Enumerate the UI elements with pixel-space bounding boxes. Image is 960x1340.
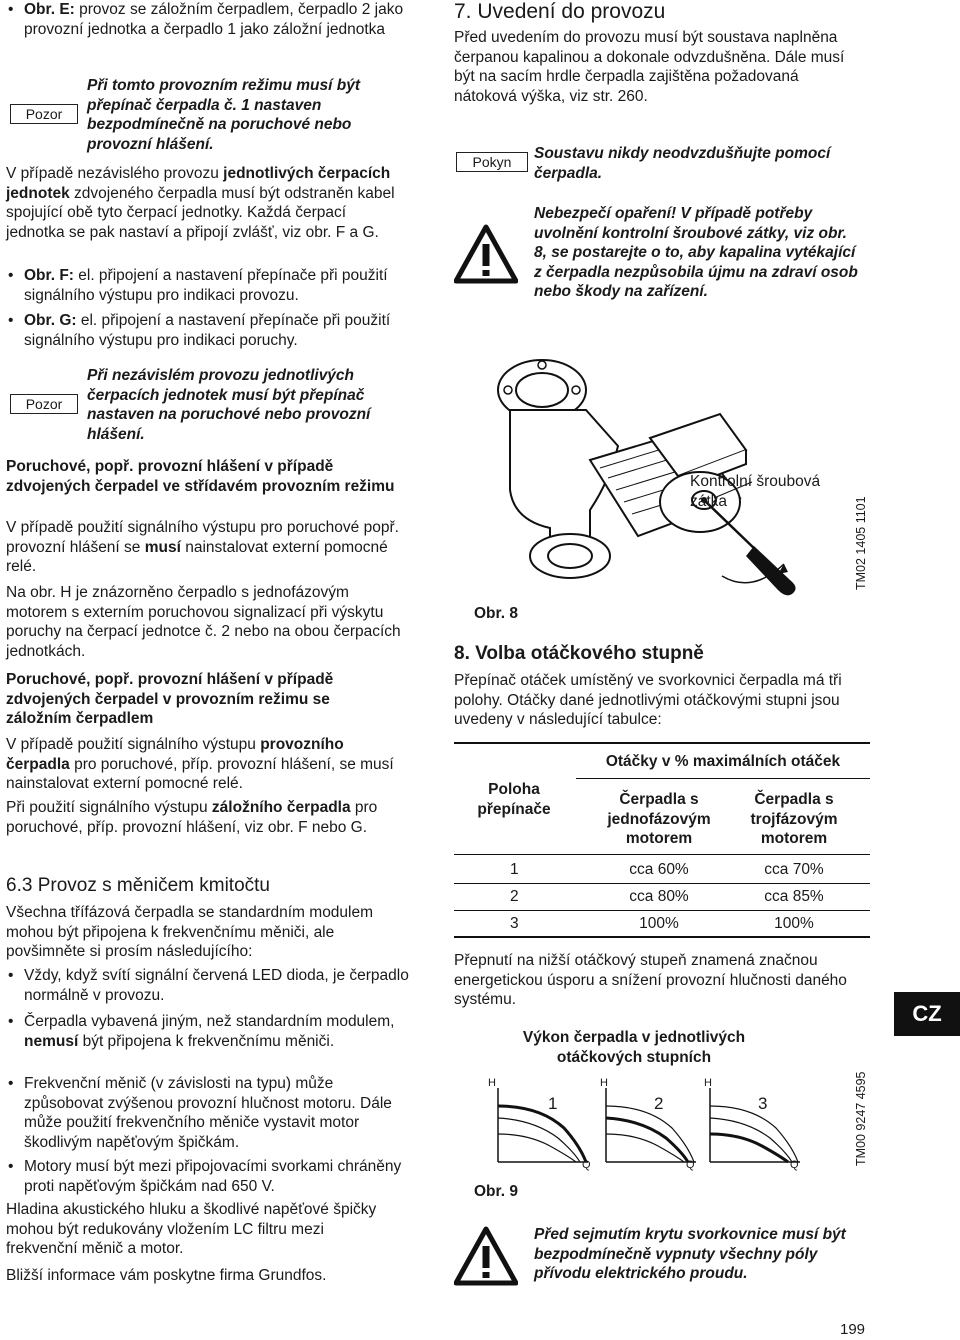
- table-row: 3 100% 100%: [510, 915, 814, 932]
- fig8-code: TM02 1405 1101: [854, 496, 868, 590]
- hq-curve-3: [700, 1076, 804, 1172]
- fig9-stage-label: 3: [758, 1094, 768, 1113]
- table-bottom-rule: [454, 936, 870, 938]
- fig9-panel-1: [488, 1076, 592, 1172]
- paragraph-energy-saving: Přepnutí na nižší otáčkový stupeň znamená značnou energetickou úsporu a snížení provozní hlučnosti daného systému.: [454, 952, 847, 1008]
- fig9-stage-label: 2: [654, 1094, 664, 1113]
- table-group-header: Otáčky v % maximálních otáček: [605, 753, 841, 770]
- fig9-axis-h: H: [488, 1077, 496, 1089]
- fig9-axis-q: Q: [582, 1159, 591, 1171]
- page-number: 199: [840, 1321, 866, 1338]
- fig8-label: Kontrolní šroubová zátka: [690, 473, 821, 510]
- table-header-1ph: Čerpadla s jednofázovým motorem: [607, 791, 711, 847]
- table-row: 1 cca 60% cca 70%: [510, 861, 824, 878]
- pozor-label-2: Pozor: [10, 394, 78, 414]
- fig9-panel-2: [596, 1076, 700, 1172]
- pokyn-label: Pokyn: [456, 152, 528, 172]
- bullet-obr-f: • Obr. F: el. připojení a nastavení přepínače při použití signálního výstupu pro indikaci provozu.: [6, 266, 414, 305]
- bullet-obr-e: • Obr. E: provoz se záložním čerpadlem, čerpadlo 2 jako provozní jednotka a čerpadlo 1 jako záložní jednotka: [6, 0, 414, 39]
- fig9-caption: Obr. 9: [474, 1183, 518, 1200]
- warning-note-power: Před sejmutím krytu svorkovnice musí být bezpodmínečně vypnuty všechny póly přívodu elektrického proudu.: [534, 1226, 846, 1282]
- paragraph-independent-operation: V případě nezávislého provozu jednotlivých čerpacích jednotek zdvojeného čerpadla musí být odstraněn kabel spojující obě tyto čerpací jednotky. Každá čerpací jednotka se pak nastaví a připojí zvlášť, viz obr. F a G.: [6, 165, 395, 241]
- language-tab-cz: CZ: [894, 992, 960, 1036]
- fig9-axis-h: H: [704, 1077, 712, 1089]
- table-header-position: Poloha přepínače: [477, 781, 551, 818]
- warning-note-scald: Nebezpečí opaření! V případě potřeby uvolnění kontrolní šroubové zátky, viz obr. 8, se postarejte o to, aby kapalina vytékající z čerpadla nezpůsobila újmu na zdraví osob nebo škody na zařízení.: [534, 205, 858, 300]
- fig9-title: Výkon čerpadla v jednotlivých otáčkových stupních: [522, 1029, 746, 1066]
- fig9-axis-q: Q: [790, 1159, 799, 1171]
- fig9-axis-q: Q: [686, 1159, 695, 1171]
- paragraph-obr-h: Na obr. H je znázorněno čerpadlo s jednofázovým motorem s externím poruchovou signalizací při výskytu poruchy na čerpací jednotce č. 2 nebo na obou čerpacích jednotkách.: [6, 584, 401, 660]
- bullet-module: • Čerpadla vybavená jiným, než standardním modulem, nemusí být připojena k frekvenčnímu měniči.: [6, 1012, 414, 1051]
- paragraph-commissioning: Před uvedením do provozu musí být soustava naplněna čerpanou kapalinou a dokonale odvzdušněna. Dále musí být na sacím hrdle čerpadla zajištěna požadovaná nátoková výška, viz str. 260.: [454, 29, 845, 105]
- paragraph-converter-intro: Všechna třífázová čerpadla se standardním modulem mohou být připojena k frekvenčnímu měniči, ale povšimněte si prosím následujícího:: [6, 904, 374, 960]
- table-header-3ph: Čerpadla s trojfázovým motorem: [750, 791, 838, 847]
- pozor-note-1: Při tomto provozním režimu musí být přepínač čerpadla č. 1 nastaven bezpodmínečně na poruchové nebo provozní hlášení.: [87, 77, 360, 153]
- heading-7: 7. Uvedení do provozu: [454, 0, 666, 23]
- fig9-axis-h: H: [600, 1077, 608, 1089]
- bullet-obr-g: • Obr. G: el. připojení a nastavení přepínače při použití signálního výstupu pro indikaci poruchy.: [6, 311, 414, 350]
- paragraph-lc-filter: Hladina akustického hluku a škodlivé napěťové špičky mohou být redukovány vložením LC filtru mezi frekvenční měnič a motor.: [6, 1201, 377, 1257]
- table-row-rule: [454, 883, 870, 884]
- table-top-rule: [454, 742, 870, 744]
- heading-6-3: 6.3 Provoz s měničem kmitočtu: [6, 875, 270, 896]
- table-group-rule: [576, 778, 870, 779]
- bullet-noise: • Frekvenční měnič (v závislosti na typu) může způsobovat zvýšenou provozní hlučnost motoru. Dále může použití frekvenčního měniče vystavit motor škodlivým napěťovým špičkám.: [6, 1074, 414, 1152]
- paragraph-duty-pump: V případě použití signálního výstupu provozního čerpadla pro poruchové, příp. provozní hlášení, se musí nainstalovat externí pomocné relé.: [6, 736, 394, 792]
- heading-fault-standby: Poruchové, popř. provozní hlášení v případě zdvojených čerpadel v provozním režimu se záložním čerpadlem: [6, 671, 334, 727]
- pozor-note-2: Při nezávislém provozu jednotlivých čerpacích jednotek musí být přepínač nastaven na poruchové nebo provozní hlášení.: [87, 367, 371, 443]
- bullet-voltage: • Motory musí být mezi připojovacími svorkami chráněny proti napěťovým špičkám nad 650 V.: [6, 1157, 404, 1196]
- pozor-label-1: Pozor: [10, 104, 78, 124]
- paragraph-grundfos: Bližší informace vám poskytne firma Grundfos.: [6, 1267, 327, 1284]
- table-header-rule: [454, 854, 870, 855]
- fig8-caption: Obr. 8: [474, 605, 518, 622]
- table-row: 2 cca 80% cca 85%: [510, 888, 824, 905]
- heading-fault-alternating: Poruchové, popř. provozní hlášení v případě zdvojených čerpadel ve střídavém provozním režimu: [6, 458, 395, 495]
- fig9-panel-3: [700, 1076, 804, 1172]
- fig9-code: TM00 9247 4595: [854, 1071, 868, 1166]
- paragraph-standby-pump: Při použití signálního výstupu záložního čerpadla pro poruchové, příp. provozní hlášení, viz obr. F nebo G.: [6, 799, 378, 836]
- hq-curve-1: [488, 1076, 592, 1172]
- fig9-stage-label: 1: [548, 1094, 558, 1113]
- bullet-led: • Vždy, když svítí signální červená LED dioda, je čerpadlo normálně v provozu.: [6, 966, 414, 1005]
- table-row-rule: [454, 910, 870, 911]
- warning-icon: [454, 1226, 518, 1286]
- paragraph-speed-switch: Přepínač otáček umístěný ve svorkovnici čerpadla má tři polohy. Otáčky dané jednotlivými otáčkovými stupni jsou uvedeny v následující tabulce:: [454, 672, 842, 728]
- paragraph-relay: V případě použití signálního výstupu pro poruchové popř. provozní hlášení se musí nainstalovat externí pomocné relé.: [6, 519, 399, 575]
- hq-curve-2: [596, 1076, 700, 1172]
- heading-8: 8. Volba otáčkového stupně: [454, 643, 704, 664]
- warning-icon: [454, 224, 518, 284]
- pokyn-note: Soustavu nikdy neodvzdušňujte pomocí čerpadla.: [534, 145, 831, 182]
